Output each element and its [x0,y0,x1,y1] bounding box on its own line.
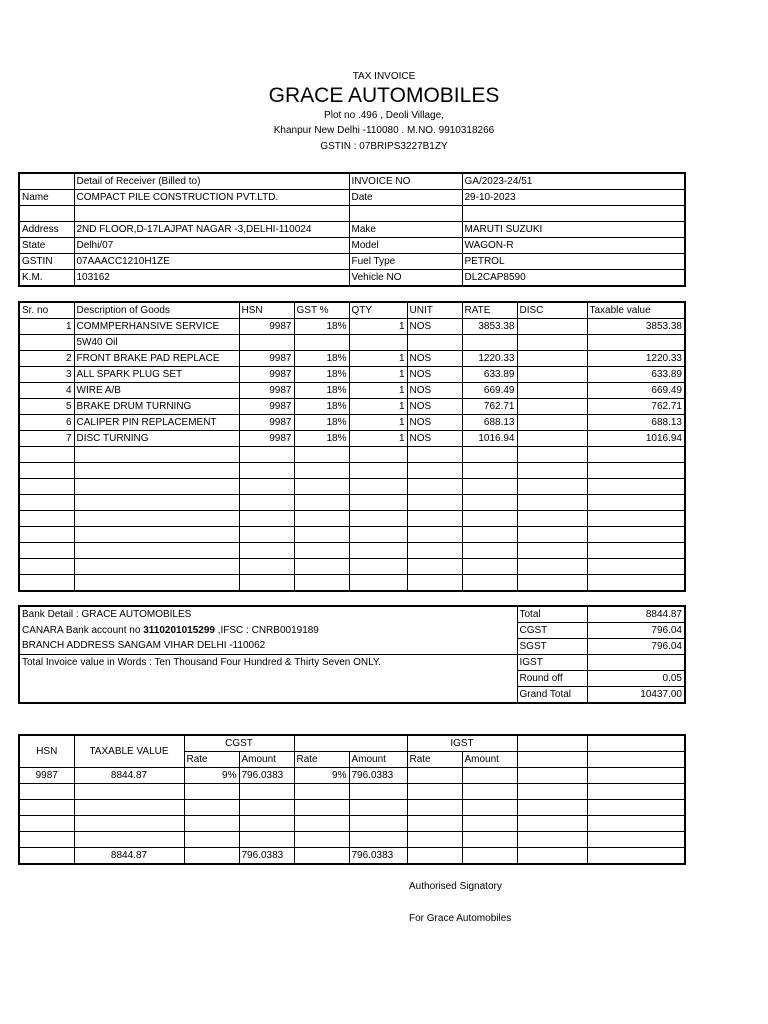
totals-value: 796.04 [587,623,685,639]
item-sr: 7 [19,431,74,447]
item-rate: 1016.94 [462,431,517,447]
summary-taxable-header: TAXABLE VALUE [74,735,184,768]
for-company: For Grace Automobiles [409,913,512,924]
item-disc [517,367,587,383]
item-sr: 5 [19,399,74,415]
table-row [19,527,685,543]
table-row [19,367,685,383]
table-row [19,319,685,335]
item-unit [407,335,462,351]
totals-label: Total [517,606,587,623]
authorised-signatory: Authorised Signatory [409,881,502,892]
receiver-address: 2ND FLOOR,D-17LAJPAT NAGAR -3,DELHI-110024 [74,222,349,238]
item-qty: 1 [349,351,407,367]
receiver-heading: Detail of Receiver (Billed to) [74,173,349,190]
table-row [19,383,685,399]
odometer-km: 103162 [74,270,349,287]
date-label: Date [349,190,462,206]
item-sr [19,335,74,351]
item-hsn: 9987 [239,367,294,383]
item-description: DISC TURNING [74,431,239,447]
summary-hsn-header: HSN [19,735,74,768]
branch-address-line: BRANCH ADDRESS SANGAM VIHAR DELHI -110062 [19,639,517,655]
item-disc [517,335,587,351]
items-table [18,301,686,592]
item-disc [517,399,587,415]
item-gst: 18% [294,319,349,335]
summary-total-cgst: 796.0383 [239,848,294,865]
item-gst: 18% [294,367,349,383]
item-disc [517,351,587,367]
summary-total-sgst: 796.0383 [349,848,407,865]
fuel-type: PETROL [462,254,685,270]
table-row [19,415,685,431]
item-disc [517,319,587,335]
item-hsn [239,335,294,351]
address-label: Address [19,222,74,238]
item-description: FRONT BRAKE PAD REPLACE [74,351,239,367]
vehicle-model: WAGON-R [462,238,685,254]
item-description: ALL SPARK PLUG SET [74,367,239,383]
invoice-date: 29-10-2023 [462,190,685,206]
item-taxable: 1016.94 [587,431,685,447]
table-row [19,447,685,463]
column-header: RATE [462,302,517,319]
item-taxable: 669.49 [587,383,685,399]
item-unit: NOS [407,431,462,447]
summary-cgst-rate: 9% [184,768,239,784]
column-header: GST % [294,302,349,319]
summary-cgst-header: CGST [184,735,294,752]
cgst-rate-header: Rate [184,752,239,768]
totals-label: SGST [517,639,587,655]
item-hsn: 9987 [239,383,294,399]
item-taxable: 633.89 [587,367,685,383]
company-address-2: Khanpur New Delhi -110080 . M.NO. 9910318266 [273,125,495,136]
item-hsn: 9987 [239,431,294,447]
items-header-row [19,302,685,319]
sgst-rate-header: Rate [294,752,349,768]
totals-value: 0.05 [587,671,685,687]
item-rate: 688.13 [462,415,517,431]
item-rate: 762.71 [462,399,517,415]
receiver-details-table [18,172,686,287]
name-label: Name [19,190,74,206]
column-header: HSN [239,302,294,319]
item-qty: 1 [349,367,407,383]
item-description: CALIPER PIN REPLACEMENT [74,415,239,431]
column-header: DISC [517,302,587,319]
table-row [19,511,685,527]
item-qty: 1 [349,415,407,431]
item-unit: NOS [407,399,462,415]
column-header: Description of Goods [74,302,239,319]
item-taxable [587,335,685,351]
column-header: Taxable value [587,302,685,319]
item-gst: 18% [294,351,349,367]
bank-detail-line: Bank Detail : GRACE AUTOMOBILES [19,606,517,623]
item-qty: 1 [349,431,407,447]
summary-total-row [19,848,685,865]
igst-rate-header: Rate [407,752,462,768]
item-gst [294,335,349,351]
item-unit: NOS [407,351,462,367]
item-qty: 1 [349,319,407,335]
summary-sgst-amount: 796.0383 [349,768,407,784]
totals-label: CGST [517,623,587,639]
item-description: COMMPERHANSIVE SERVICE [74,319,239,335]
totals-value [587,655,685,671]
model-label: Model [349,238,462,254]
totals-label: Round off [517,671,587,687]
table-row [19,431,685,447]
item-sr: 4 [19,383,74,399]
totals-value: 796.04 [587,639,685,655]
company-address-1: Plot no .496 , Deoli Village, [324,110,444,121]
summary-taxable: 8844.87 [74,768,184,784]
doc-type: TAX INVOICE [352,71,416,82]
item-unit: NOS [407,415,462,431]
item-description: 5W40 Oil [74,335,239,351]
sgst-amount-header: Amount [349,752,407,768]
gstin-label: GSTIN [19,254,74,270]
receiver-name: COMPACT PILE CONSTRUCTION PVT.LTD. [74,190,349,206]
totals-label: IGST [517,655,587,671]
item-disc [517,415,587,431]
bank-account-line: CANARA Bank account no 3110201015299 ,IFSC : CNRB0019189 [19,623,517,639]
item-hsn: 9987 [239,415,294,431]
item-unit: NOS [407,383,462,399]
table-row [19,335,685,351]
tax-summary-table [18,734,686,865]
item-sr: 3 [19,367,74,383]
table-row [19,543,685,559]
bank-totals-table [18,605,686,704]
item-gst: 18% [294,431,349,447]
table-row [19,351,685,367]
summary-total-taxable: 8844.87 [74,848,184,865]
item-qty: 1 [349,399,407,415]
item-qty [349,335,407,351]
item-gst: 18% [294,383,349,399]
item-hsn: 9987 [239,351,294,367]
vehicle-no-label: Vehicle NO [349,270,462,287]
receiver-state: Delhi/07 [74,238,349,254]
cgst-amount-header: Amount [239,752,294,768]
state-label: State [19,238,74,254]
grand-total-label: Grand Total [517,687,587,704]
table-row [19,559,685,575]
table-row [19,399,685,415]
item-hsn: 9987 [239,319,294,335]
vehicle-no: DL2CAP8590 [462,270,685,287]
table-row [19,495,685,511]
item-qty: 1 [349,383,407,399]
vehicle-make: MARUTI SUZUKI [462,222,685,238]
account-number: 3110201015299 [143,624,215,636]
column-header: Sr. no [19,302,74,319]
km-label: K.M. [19,270,74,287]
item-sr: 2 [19,351,74,367]
item-hsn: 9987 [239,399,294,415]
table-row [19,463,685,479]
item-rate: 1220.33 [462,351,517,367]
item-description: WIRE A/B [74,383,239,399]
item-rate: 633.89 [462,367,517,383]
make-label: Make [349,222,462,238]
item-rate: 669.49 [462,383,517,399]
column-header: UNIT [407,302,462,319]
grand-total-value: 10437.00 [587,687,685,704]
table-row [19,575,685,592]
table-row [19,479,685,495]
totals-value: 8844.87 [587,606,685,623]
company-gstin: GSTIN : 07BRIPS3227B1ZY [320,141,448,152]
invoice-no: GA/2023-24/51 [462,173,685,190]
column-header: QTY [349,302,407,319]
item-description: BRAKE DRUM TURNING [74,399,239,415]
summary-cgst-amount: 796.0383 [239,768,294,784]
receiver-gstin: 07AAACC1210H1ZE [74,254,349,270]
item-taxable: 688.13 [587,415,685,431]
item-disc [517,383,587,399]
item-gst: 18% [294,415,349,431]
igst-amount-header: Amount [462,752,517,768]
fuel-label: Fuel Type [349,254,462,270]
item-rate [462,335,517,351]
item-taxable: 1220.33 [587,351,685,367]
item-gst: 18% [294,399,349,415]
item-unit: NOS [407,367,462,383]
item-sr: 1 [19,319,74,335]
item-unit: NOS [407,319,462,335]
invoice-no-label: INVOICE NO [349,173,462,190]
item-disc [517,431,587,447]
summary-sgst-rate: 9% [294,768,349,784]
item-taxable: 3853.38 [587,319,685,335]
amount-in-words: Total Invoice value in Words : Ten Thousand Four Hundred & Thirty Seven ONLY. [19,655,517,671]
item-rate: 3853.38 [462,319,517,335]
company-name: GRACE AUTOMOBILES [268,84,500,107]
summary-row [19,768,685,784]
item-taxable: 762.71 [587,399,685,415]
item-sr: 6 [19,415,74,431]
summary-igst-header: IGST [407,735,517,752]
summary-hsn: 9987 [19,768,74,784]
